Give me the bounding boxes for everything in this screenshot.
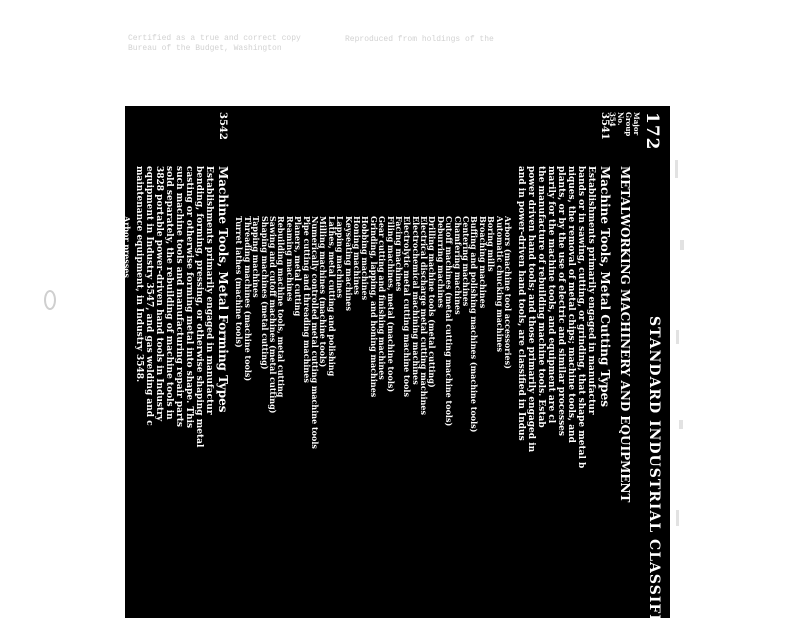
list-item: Honing machines (351, 216, 362, 295)
desc-line: maintenance equipment, in Industry 3548. (134, 166, 144, 383)
industry-title-3542: Machine Tools, Metal Forming Types (216, 166, 230, 413)
list-item: Reaming machines (284, 216, 295, 302)
industry-title-3541: Machine Tools, Metal Cutting Types (598, 166, 612, 407)
list-item: Electroforming machines (80, 216, 91, 330)
binding-hole-mark (44, 290, 56, 310)
desc-line: Establishments primarily engaged in manufactur (204, 166, 214, 415)
desc-line: niques, the removal of metal chips; machine tools, and (566, 166, 576, 443)
industry-description-3542 (134, 166, 214, 616)
desc-line: and in power-driven hand tools, are classified in Indus (516, 166, 526, 441)
desc-line: the manufacture of rebuilding machine tools. Estab (536, 166, 546, 428)
list-item: Deburring machines (435, 216, 446, 308)
margin-smudge (679, 420, 683, 429)
list-item: Arbor presses (122, 216, 132, 278)
list-item: Centering machines (461, 216, 472, 307)
list-item: Keyseating machines (343, 216, 354, 312)
industry-items-3542 (64, 216, 131, 386)
column-head: 354 (608, 112, 617, 127)
margin-smudge (680, 240, 684, 250)
list-item: Numerically controlled metal cutting machine tools (310, 216, 321, 449)
list-item: Threading machines (machine tools) (242, 216, 253, 382)
industry-description-3541 (516, 166, 596, 616)
column-heads (608, 112, 640, 152)
desc-line: power driven hand tools; and those primarily engaged in (526, 166, 536, 453)
industry-code-3542: 3542 (217, 112, 228, 140)
list-item: Automatic chucking machines (494, 216, 505, 353)
column-head: Group (624, 112, 633, 137)
list-item: Electrical discharge metal cutting machines (419, 216, 430, 415)
list-item: Pipe cutting and threading machines (301, 216, 312, 383)
rotated-page (63, 106, 670, 634)
list-item: Boring mills (486, 216, 497, 272)
list-item: Crimping machines (88, 216, 99, 304)
desc-line: casting or otherwise forming metal into shape. This (184, 166, 194, 429)
running-title: STANDARD INDUSTRIAL CLASSIFIC (646, 316, 662, 634)
desc-line: equipment in Industry 3547, and gas welding and c (144, 166, 154, 426)
list-item: Electrolytic metal cutting machine tools (402, 216, 413, 397)
margin-smudge (676, 330, 679, 344)
list-item: Grinding, lapping, and honing machines (368, 216, 379, 398)
list-item: Other forming or stamping machines (63, 216, 74, 384)
desc-line: 3828 portable power-driven hand tools in Industry (154, 166, 164, 422)
desc-line: sold separately, the rebuilding of machine tools in (164, 166, 174, 420)
list-item: Gear cutting and finishing machines (377, 216, 388, 380)
list-item: Tapping machines (251, 216, 262, 298)
list-item: Electrochemical machining machines (410, 216, 421, 385)
list-item: Lapping machines (335, 216, 346, 299)
industry-code-3541: 3541 (599, 112, 610, 140)
list-item: Others (71, 216, 82, 247)
bleed-line: Certified as a true and correct copy (128, 34, 301, 43)
list-item: Planers, metal cutting (293, 216, 304, 317)
margin-smudge (675, 160, 678, 178)
list-item: Arbors (machine tool accessories) (503, 216, 513, 369)
bleed-line: Bureau of the Budget, Washington (128, 44, 282, 53)
desc-line: marily for the machine tools, and equipment are cl (546, 166, 556, 424)
list-item: Broaching machines (477, 216, 488, 309)
industry-items-3541 (235, 216, 512, 449)
list-item: Filing machines, metal (machine tools) (385, 216, 396, 393)
list-item: Chamfering machines (452, 216, 463, 315)
list-item: Rebuilding machine tools, metal cutting (276, 216, 287, 398)
major-group-title: METALWORKING MACHINERY AND EQUIPMENT (618, 166, 632, 503)
desc-line: such machine tools and manufacturing repair parts (174, 166, 184, 427)
page-number: 172 (642, 112, 662, 151)
bleed-through-text-left (128, 34, 308, 54)
list-item: Bending machines (113, 216, 124, 300)
list-item: Hobbing machines (360, 216, 371, 301)
desc-line: Establishments primarily engaged in manufactur (586, 166, 596, 415)
desc-line: bending, forming, pressing, or otherwise shaping metal (194, 166, 204, 448)
desc-line: plants, or by the use of electric and similar processes (556, 166, 566, 436)
list-item: Milling machines (machine tools) (318, 216, 329, 368)
column-head: Major (632, 112, 641, 136)
list-item: Buffing and polishing machines (machine tools) (469, 216, 480, 433)
list-item: Brakes, press (105, 216, 116, 277)
desc-line: bands or in sawing, cutting, or grinding, that shape metal b (576, 166, 586, 469)
bleed-line: Reproduced from holdings of the (345, 35, 494, 44)
list-item: Lathes, metal cutting and polishing (326, 216, 337, 377)
list-item: Cutoff machines (metal cutting machine tools) (444, 216, 455, 427)
list-item: Shaping machines (metal cutting) (259, 216, 270, 370)
list-item: Sawing and cutoff machines (metal cutting) (268, 216, 279, 414)
margin-smudge (676, 510, 679, 526)
list-item: Bulldozers (metalworking machinery) (96, 216, 107, 387)
list-item: Facing machines (393, 216, 404, 292)
column-head: No. (616, 112, 625, 126)
list-item: Drilling machine tools (metal cutting) (427, 216, 438, 388)
list-item: Turret lathes (machine tools) (234, 216, 245, 348)
scanned-page-image (63, 106, 670, 634)
bleed-through-text-right (345, 35, 505, 45)
